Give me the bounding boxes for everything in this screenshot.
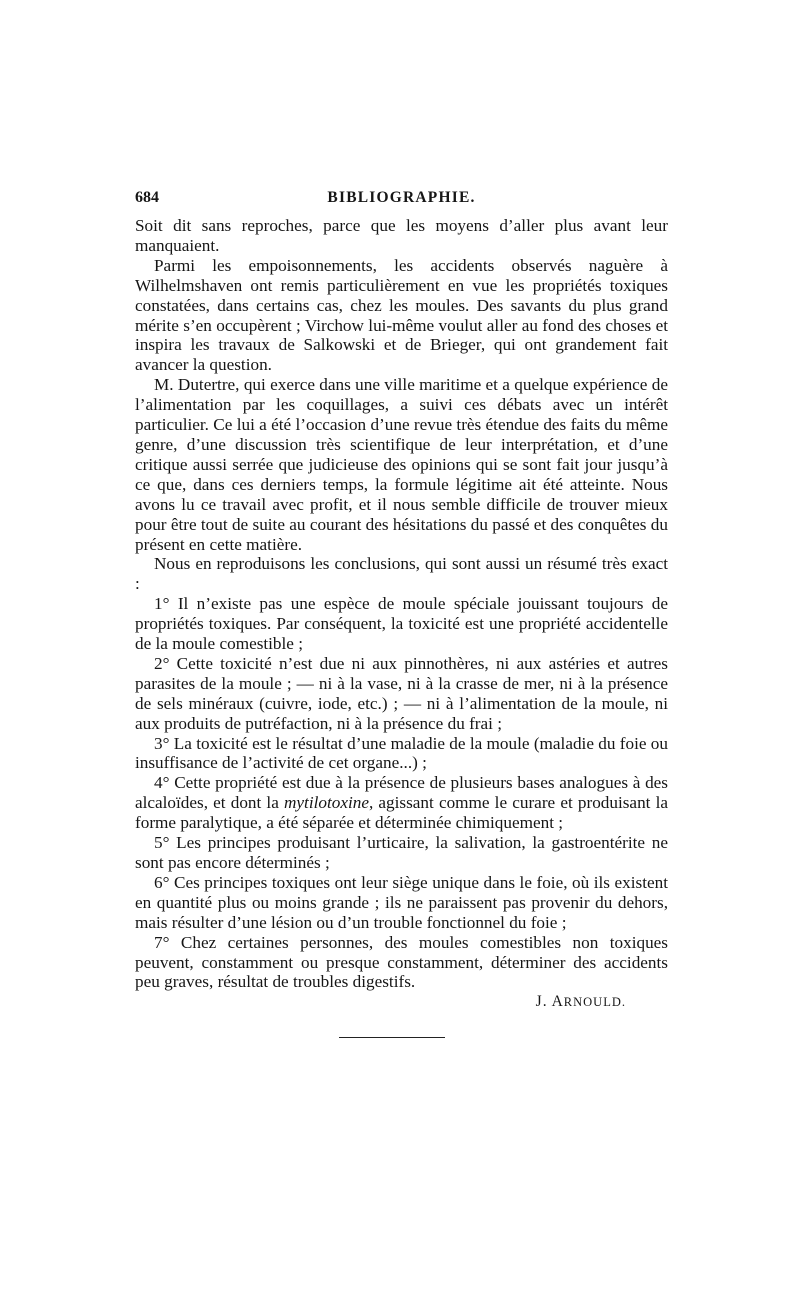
paragraph-continued: Soit dit sans reproches, parce que les moyens d’aller plus avant leur manquaient. bbox=[135, 216, 668, 255]
book-page bbox=[135, 188, 668, 1038]
conclusion-4-part-b: , agissant comme le curare et produisant la forme paralytique, a été séparée et déterminée chimiquement ; bbox=[135, 793, 668, 833]
signature-rest: RNOULD. bbox=[563, 995, 626, 1010]
conclusion-2: 2° Cette toxicité n’est due ni aux pinnothères, ni aux astéries et autres parasites de la moule ; — ni à la vase, ni à la crasse de mer, ni à la présence de sels minéraux (cuivre, iode, etc.) ; — ni à l’alimentation de la moule, ni aux produits de putréfaction, ni à la présence du frai ; bbox=[135, 653, 668, 733]
conclusion-3: 3° La toxicité est le résultat d’une maladie de la moule (maladie du foie ou insuffisance de l’activité de cet organe...) ; bbox=[135, 733, 668, 773]
running-title: BIBLIOGRAPHIE. bbox=[327, 189, 476, 206]
section-divider bbox=[339, 1037, 445, 1038]
paragraph-dutertre: M. Dutertre, qui exerce dans une ville maritime et a quelque expérience de l’alimentation par les coquillages, a suivi ces débats avec un intérêt particulier. Ce lui a été l’occasion d’une revue très étendue des faits du même genre, d’une discussion très scientifique de leur interprétation, et d’une critique aussi serrée que judicieuse des opinions qui se sont fait jour jusqu’à ce que, dans ces derniers temps, la formule légitime ait été atteinte. Nous avons lu ce travail avec profit, et il nous semble difficile de trouver mieux pour être tout de suite au courant des hésitations du passé et des conquêtes du présent en cette matière. bbox=[135, 375, 668, 554]
page-number: 684 bbox=[135, 189, 159, 206]
paragraph-conclusions-intro: Nous en reproduisons les conclusions, qui sont aussi un résumé très exact : bbox=[135, 554, 668, 594]
conclusion-7: 7° Chez certaines personnes, des moules comestibles non toxiques peuvent, constamment ou presque constamment, déterminer des accidents peu graves, résultat de troubles digestifs. bbox=[135, 932, 668, 992]
conclusion-1: 1° Il n’existe pas une espèce de moule spéciale jouissant toujours de propriétés toxiques. Par conséquent, la toxicité est une propriété accidentelle de la moule comestible ; bbox=[135, 594, 668, 654]
mytilotoxine-term: mytilotoxine bbox=[284, 793, 369, 813]
conclusion-6: 6° Ces principes toxiques ont leur siège unique dans le foie, où ils existent en quantité plus ou moins grande ; ils ne paraissent pas provenir du dehors, mais résulter d’une lésion ou d’un trouble fonctionnel du foie ; bbox=[135, 872, 668, 932]
conclusion-5: 5° Les principes produisant l’urticaire, la salivation, la gastroentérite ne sont pas encore déterminés ; bbox=[135, 833, 668, 872]
paragraph-wilhelmshaven: Parmi les empoisonnements, les accidents observés naguère à Wilhelmshaven ont remis particulièrement en vue les propriétés toxiques constatées, dans certains cas, chez les moules. Des savants du plus grand mérite s’en occupèrent ; Virchow lui-même voulut aller au fond des choses et inspira les travaux de Salkowski et de Brieger, qui ont grandement fait avancer la question. bbox=[135, 255, 668, 375]
signature-initial: J. A bbox=[535, 993, 564, 1011]
conclusion-4 bbox=[135, 773, 668, 833]
author-signature bbox=[135, 992, 668, 1013]
conclusion-4-part-a: 4° Cette propriété est due à la présence de plusieurs bases analogues à des alcaloïdes, et dont la bbox=[135, 773, 668, 813]
running-head bbox=[135, 188, 668, 210]
